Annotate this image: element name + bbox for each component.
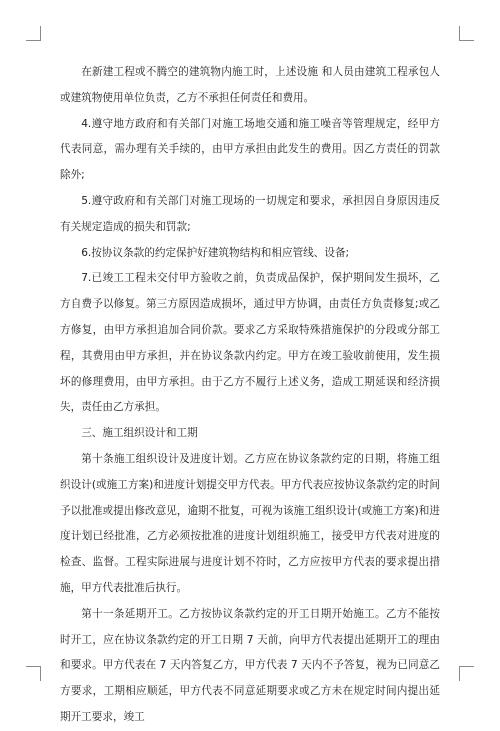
paragraph-1: 在新建工程或不腾空的建筑物内施工时，上述设施 和人员由建筑工程承包人或建筑物使用单位负责，乙方不承担任何责任和费用。 — [60, 66, 440, 104]
section-heading: 三、施工组织设计和工期 — [81, 427, 198, 440]
crop-mark-top-right — [459, 26, 474, 41]
crop-mark-bottom-left — [26, 666, 41, 681]
crop-mark-bottom-right — [459, 666, 474, 681]
crop-mark-top-left — [26, 26, 41, 41]
paragraph-3: 5.遵守政府和有关部门对施工现场的一切规定和要求，承担因自身原因违反有关规定造成的损失和罚款; — [60, 194, 440, 233]
document-body — [60, 60, 440, 731]
paragraph-article-10: 第十条施工组织设计及进度计划。乙方应在协议条款约定的日期，将施工组织设计(或施工方案)和进度计划提交甲方代表。甲方代表应按协议条款约定的时间予以批准或提出修改意见，逾期不批复，可视为该施工组织设计(或施工方案)和进度计划已经批准，乙方必须按批准的进度计划组织施工，接受甲方代表对进度的检查、监督。工程实际进展与进度计划不符时，乙方应按甲方代表的要求提出措施，甲方代表批准后执行。 — [60, 452, 440, 594]
paragraph-4: 6.按协议条款的约定保护好建筑物结构和相应管线、设备; — [81, 246, 350, 259]
paragraph-5: 7.已竣工工程未交付甲方验收之前，负责成品保护，保护期间发生损坏，乙方自费予以修复。第三方原因造成损坏，通过甲方协调，由责任方负责修复;或乙方修复，由甲方承担追加合同价款。要求乙方采取特殊措施保护的分段或分部工程，其费用由甲方承担，并在协议条款内约定。甲方在竣工验收前使用，发生损坏的修理费用，由甲方承担。由于乙方不履行上述义务，造成工期延误和经济损失，责任由乙方承担。 — [60, 272, 440, 414]
paragraph-article-11: 第十一条延期开工。乙方按协议条款约定的开工日期开始施工。乙方不能按时开工，应在协议条款约定的开工日期 7 天前，向甲方代表提出延期开工的理由和要求。甲方代表在 7 天内答复乙方，甲方代表 7 天内不予答复，视为已同意乙方要求，工期相应顺延，甲方代表不同意延期要求或乙方未在规定时间内提出延期开工要求，竣工 — [60, 607, 440, 723]
paragraph-2: 4.遵守地方政府和有关部门对施工场地交通和施工噪音等管理规定，经甲方代表同意，需办理有关手续的，由甲方承担由此发生的费用。因乙方责任的罚款除外; — [60, 117, 440, 182]
